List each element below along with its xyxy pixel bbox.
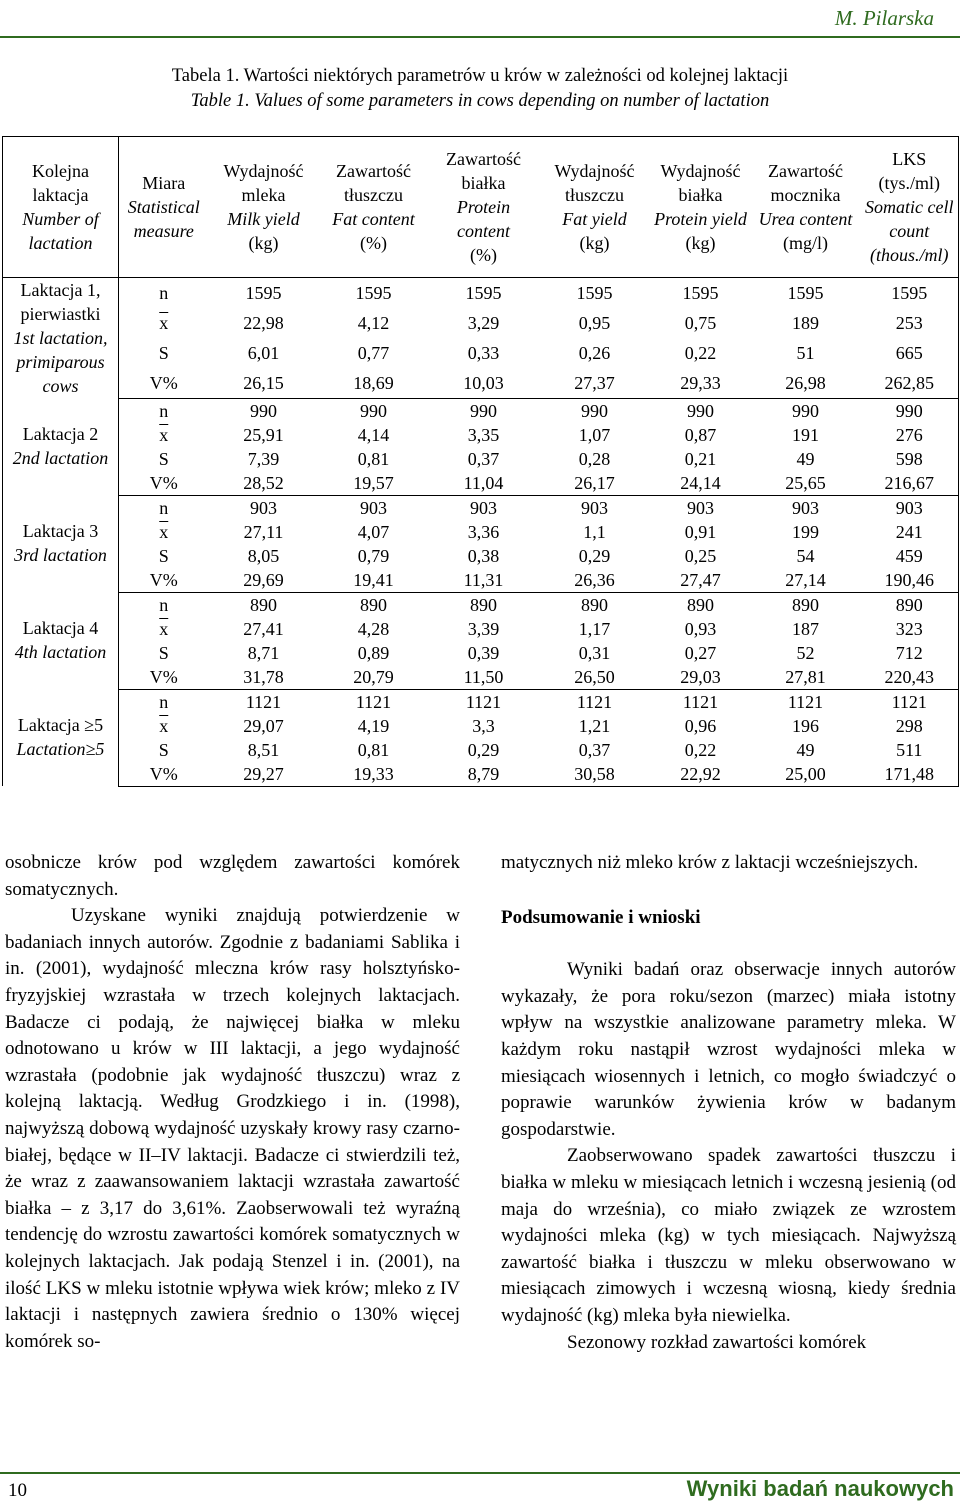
body-paragraph: Zaobserwowano spadek zawartości tłuszczu i białka w mleku w miesiącach letnich i wczesną jesienią (od maja do września), co miało związek ze wzrostem wydajności mleka (kg) w tych miesiącach. Najwyższą zawartość białka i tłuszczu w mleku obserwowano w miesiącach zimowych i wczesną wiosną, kiedy średnia wydajność (kg) mleka była niewielka. <box>501 1145 956 1326</box>
table-cell: 31,78 <box>209 665 319 690</box>
table-cell: 0,28 <box>578 448 611 469</box>
table-cell: 903 <box>861 495 959 520</box>
table-cell: 1595 <box>245 282 282 303</box>
table-cell: 29,33 <box>651 368 751 398</box>
table-cell: 27,81 <box>751 665 861 690</box>
table-caption-en: Table 1. Values of some parameters in cows depending on number of lactation <box>190 91 770 111</box>
table-row <box>3 762 959 787</box>
table-cell: 0,95 <box>578 312 611 333</box>
table-cell: 8,51 <box>247 739 280 760</box>
table-cell: 26,15 <box>209 368 319 398</box>
table-cell: 1121 <box>576 691 613 712</box>
table-cell: 598 <box>861 447 959 471</box>
table-row <box>3 641 959 665</box>
footer-rule <box>0 1472 960 1474</box>
table-cell: 0,89 <box>357 642 390 663</box>
table-cell: 1121 <box>355 691 392 712</box>
table-cell: 903 <box>581 497 608 518</box>
table-cell: 8,05 <box>247 545 280 566</box>
measure-label: $\overline{x}$ <box>159 715 169 736</box>
table-cell: 25,00 <box>751 762 861 787</box>
table-cell: 1595 <box>465 282 502 303</box>
table-cell: 26,17 <box>539 471 651 496</box>
section-heading: Podsumowanie i wnioski <box>501 906 701 928</box>
measure-label: n <box>159 400 169 421</box>
results-table <box>2 136 959 787</box>
measure-label: S <box>158 448 169 469</box>
lactation-label: Laktacja 1, pierwiastki 1st lactation, primiparous cows <box>3 278 119 399</box>
table-cell: 0,93 <box>684 618 717 639</box>
table-cell: 712 <box>861 641 959 665</box>
table-cell: 8,79 <box>429 762 539 787</box>
table-cell: 903 <box>250 497 277 518</box>
table-cell: 3,36 <box>467 521 500 542</box>
table-row <box>3 495 959 520</box>
table-cell: 0,81 <box>357 739 390 760</box>
table-row <box>3 520 959 544</box>
table-cell: 216,67 <box>861 471 959 496</box>
measure-label: V% <box>119 762 209 787</box>
header-protein-content: Zawartość białka Protein content (%) <box>429 137 539 278</box>
header-somatic-cell-count: LKS (tys./ml) Somatic cell count (thous./ml) <box>861 137 959 278</box>
table-cell: 0,39 <box>467 642 500 663</box>
table-cell: 4,07 <box>357 521 390 542</box>
table-cell: 0,79 <box>357 545 390 566</box>
table-row <box>3 714 959 738</box>
table-cell: 0,87 <box>684 424 717 445</box>
table-cell: 1,17 <box>578 618 611 639</box>
body-paragraph: Uzyskane wyniki znajdują potwierdzenie w badaniach innych autorów. Zgodnie z badaniami Sablika i in. (2001), wydajność mleczna krów rasy holsztyńsko-fryzyjskiej wzrastała w trzech kolejnych laktacjach. Badacze ci podają, że najwięcej białka w mleku odnotowano u krów w III laktacji, a jego wydajność wzrastała (podobnie jak wydajność tłuszczu) wraz z kolejną laktacją. Według Grodzkiego i in. (1998), najwyższą dobową wydajność uzyskały krowy rasy czarno-białej, będące w II–IV laktacji. Badacze ci stwierdzili też, że wraz z zaawansowaniem laktacji wzrastała zawartość białka – z 3,17 do 3,61%. Zaobserwowali też wyraźną tendencję do wzrostu zawartości komórek somatycznych w kolejnych laktacjach. Jak podają Stenzel i in. (2001), na ilość LKS w mleku istotnie wpływa wiek krów; mleko z IV laktacji i następnych zawiera średnio o 130% więcej komórek so- <box>5 905 460 1352</box>
measure-label: $\overline{x}$ <box>159 312 169 333</box>
body-paragraph: Sezonowy rozkład zawartości komórek <box>567 1331 867 1353</box>
table-cell: 0,29 <box>578 545 611 566</box>
table-cell: 890 <box>861 592 959 617</box>
table-cell: 0,37 <box>578 739 611 760</box>
page-number: 10 <box>8 1480 27 1501</box>
table-cell: 990 <box>792 400 819 421</box>
footer-title: Wyniki badań naukowych <box>686 1476 954 1501</box>
table-cell: 27,14 <box>751 568 861 593</box>
header-number-of-lactation: Kolejna laktacja Number of lactation <box>3 137 119 278</box>
table-cell: 190,46 <box>861 568 959 593</box>
table-cell: 990 <box>581 400 608 421</box>
table-cell: 990 <box>861 398 959 423</box>
table-cell: 6,01 <box>247 342 280 363</box>
table-cell: 22,92 <box>651 762 751 787</box>
measure-label: n <box>159 594 169 615</box>
table-cell: 30,58 <box>539 762 651 787</box>
table-row <box>3 308 959 338</box>
table-cell: 27,37 <box>539 368 651 398</box>
table-cell: 0,22 <box>684 342 717 363</box>
table-cell: 29,03 <box>651 665 751 690</box>
table-cell: 52 <box>796 642 815 663</box>
table-cell: 22,98 <box>243 312 284 333</box>
measure-label: n <box>159 497 169 518</box>
table-cell: 28,52 <box>209 471 319 496</box>
table-cell: 276 <box>861 423 959 447</box>
measure-label: $\overline{x}$ <box>159 521 169 542</box>
table-cell: 890 <box>581 594 608 615</box>
table-cell: 0,75 <box>684 312 717 333</box>
table-cell: 903 <box>470 497 497 518</box>
table-cell: 25,65 <box>751 471 861 496</box>
table-cell: 19,33 <box>319 762 429 787</box>
body-right-column <box>501 850 956 1356</box>
table-row <box>3 738 959 762</box>
measure-label: n <box>159 282 169 303</box>
header-rule <box>0 36 960 38</box>
table-cell: 4,12 <box>357 312 390 333</box>
table-cell: 0,81 <box>357 448 390 469</box>
table-cell: 49 <box>796 448 815 469</box>
table-cell: 0,21 <box>684 448 717 469</box>
table-cell: 0,27 <box>684 642 717 663</box>
table-cell: 241 <box>861 520 959 544</box>
table-cell: 220,43 <box>861 665 959 690</box>
table-cell: 29,27 <box>209 762 319 787</box>
header-fat-content: Zawartość tłuszczu Fat content (%) <box>319 137 429 278</box>
table-cell: 298 <box>861 714 959 738</box>
table-cell: 11,31 <box>429 568 539 593</box>
lactation-label: Laktacja 2 2nd lactation <box>3 398 119 495</box>
table-row <box>3 447 959 471</box>
table-cell: 4,14 <box>357 424 390 445</box>
table-cell: 25,91 <box>243 424 284 445</box>
table-cell: 51 <box>796 342 815 363</box>
measure-label: V% <box>119 471 209 496</box>
table-row <box>3 689 959 714</box>
table-cell: 1595 <box>787 282 824 303</box>
table-cell: 3,39 <box>467 618 500 639</box>
table-cell: 0,38 <box>467 545 500 566</box>
header-fat-yield: Wydajność tłuszczu Fat yield (kg) <box>539 137 651 278</box>
table-cell: 19,41 <box>319 568 429 593</box>
table-cell: 0,77 <box>357 342 390 363</box>
body-paragraph: osobnicze krów pod względem zawartości komórek somatycznych. <box>5 852 460 900</box>
table-cell: 19,57 <box>319 471 429 496</box>
measure-label: S <box>158 642 169 663</box>
header-milk-yield: Wydajność mleka Milk yield (kg) <box>209 137 319 278</box>
measure-label: V% <box>119 665 209 690</box>
table-cell: 990 <box>250 400 277 421</box>
measure-label: $\overline{x}$ <box>159 618 169 639</box>
table-cell: 903 <box>687 497 714 518</box>
table-cell: 3,29 <box>467 312 500 333</box>
body-paragraph: Wyniki badań oraz obserwacje innych autorów wykazały, że pora roku/sezon (marzec) miała istotny wpływ na wszystkie analizowane parametry mleka. W każdym roku nastąpił wzrost wydajności mleka w miesiącach wiosennych i letnich, co mogło świadczyć o poprawie warunków żywienia krów w badanym gospodarstwie. <box>501 959 956 1140</box>
table-cell: 511 <box>861 738 959 762</box>
table-cell: 8,71 <box>247 642 280 663</box>
table-cell: 0,96 <box>684 715 717 736</box>
table-cell: 191 <box>792 424 819 445</box>
measure-label: $\overline{x}$ <box>159 424 169 445</box>
header-protein-yield: Wydajność białka Protein yield (kg) <box>651 137 751 278</box>
table-cell: 187 <box>792 618 819 639</box>
table-cell: 459 <box>861 544 959 568</box>
table-cell: 0,33 <box>467 342 500 363</box>
table-cell: 0,25 <box>684 545 717 566</box>
table-cell: 890 <box>687 594 714 615</box>
table-cell: 27,11 <box>243 521 284 542</box>
table-row <box>3 592 959 617</box>
table-cell: 990 <box>360 400 387 421</box>
measure-label: V% <box>119 368 209 398</box>
table-cell: 890 <box>250 594 277 615</box>
table-cell: 1121 <box>682 691 719 712</box>
table-cell: 49 <box>796 739 815 760</box>
table-cell: 10,03 <box>429 368 539 398</box>
lactation-label: Laktacja 3 3rd lactation <box>3 495 119 592</box>
table-row <box>3 665 959 690</box>
table-cell: 11,50 <box>429 665 539 690</box>
table-cell: 665 <box>861 338 959 368</box>
table-cell: 27,41 <box>243 618 284 639</box>
table-cell: 990 <box>470 400 497 421</box>
table-cell: 0,26 <box>578 342 611 363</box>
table-row <box>3 617 959 641</box>
table-cell: 1,21 <box>578 715 611 736</box>
table-cell: 1121 <box>465 691 502 712</box>
measure-label: V% <box>119 568 209 593</box>
table-cell: 189 <box>792 312 819 333</box>
header-statistical-measure: Miara Statistical measure <box>119 137 209 278</box>
table-cell: 890 <box>792 594 819 615</box>
table-cell: 7,39 <box>247 448 280 469</box>
table-cell: 1,07 <box>578 424 611 445</box>
running-header-author: M. Pilarska <box>834 6 934 30</box>
table-cell: 4,28 <box>357 618 390 639</box>
table-cell: 4,19 <box>357 715 390 736</box>
table-body <box>3 278 959 787</box>
table-cell: 3,3 <box>472 715 495 736</box>
table-row <box>3 471 959 496</box>
measure-label: S <box>158 342 169 363</box>
table-cell: 18,69 <box>319 368 429 398</box>
table-cell: 24,14 <box>651 471 751 496</box>
table-cell: 1,1 <box>583 521 606 542</box>
table-cell: 26,98 <box>751 368 861 398</box>
table-row <box>3 423 959 447</box>
lactation-label: Laktacja ≥5 Lactation≥5 <box>3 689 119 786</box>
table-cell: 0,91 <box>684 521 717 542</box>
table-cell: 1121 <box>787 691 824 712</box>
measure-label: S <box>158 739 169 760</box>
table-row <box>3 338 959 368</box>
table-row <box>3 278 959 308</box>
table-cell: 253 <box>861 308 959 338</box>
lactation-label: Laktacja 4 4th lactation <box>3 592 119 689</box>
table-cell: 990 <box>687 400 714 421</box>
header-urea-content: Zawartość mocznika Urea content (mg/l) <box>751 137 861 278</box>
table-cell: 26,36 <box>539 568 651 593</box>
table-cell: 1595 <box>682 282 719 303</box>
table-cell: 903 <box>792 497 819 518</box>
table-cell: 3,35 <box>467 424 500 445</box>
table-row <box>3 568 959 593</box>
body-paragraph: matycznych niż mleko krów z laktacji wcześniejszych. <box>501 852 919 873</box>
measure-label: n <box>159 691 169 712</box>
table-cell: 196 <box>792 715 819 736</box>
table-cell: 26,50 <box>539 665 651 690</box>
table-cell: 11,04 <box>429 471 539 496</box>
table-header-row <box>3 137 959 278</box>
table-cell: 890 <box>470 594 497 615</box>
table-cell: 1595 <box>861 278 959 308</box>
table-cell: 171,48 <box>861 762 959 787</box>
table-cell: 29,69 <box>209 568 319 593</box>
table-cell: 20,79 <box>319 665 429 690</box>
table-caption-pl: Tabela 1. Wartości niektórych parametrów u krów w zależności od kolejnej laktacji <box>171 66 789 86</box>
table-cell: 903 <box>360 497 387 518</box>
body-left-column <box>5 850 460 1355</box>
table-cell: 0,31 <box>578 642 611 663</box>
table-row <box>3 544 959 568</box>
table-cell: 29,07 <box>243 715 284 736</box>
table-row <box>3 398 959 423</box>
table-cell: 890 <box>360 594 387 615</box>
table-cell: 27,47 <box>651 568 751 593</box>
table-cell: 1595 <box>576 282 613 303</box>
table-cell: 54 <box>796 545 815 566</box>
measure-label: S <box>158 545 169 566</box>
table-cell: 1595 <box>355 282 392 303</box>
table-cell: 0,22 <box>684 739 717 760</box>
table-cell: 1121 <box>245 691 282 712</box>
table-cell: 0,29 <box>467 739 500 760</box>
table-cell: 1121 <box>861 689 959 714</box>
table-row <box>3 368 959 398</box>
table-cell: 199 <box>792 521 819 542</box>
table-cell: 0,37 <box>467 448 500 469</box>
table-cell: 262,85 <box>861 368 959 398</box>
table-cell: 323 <box>861 617 959 641</box>
